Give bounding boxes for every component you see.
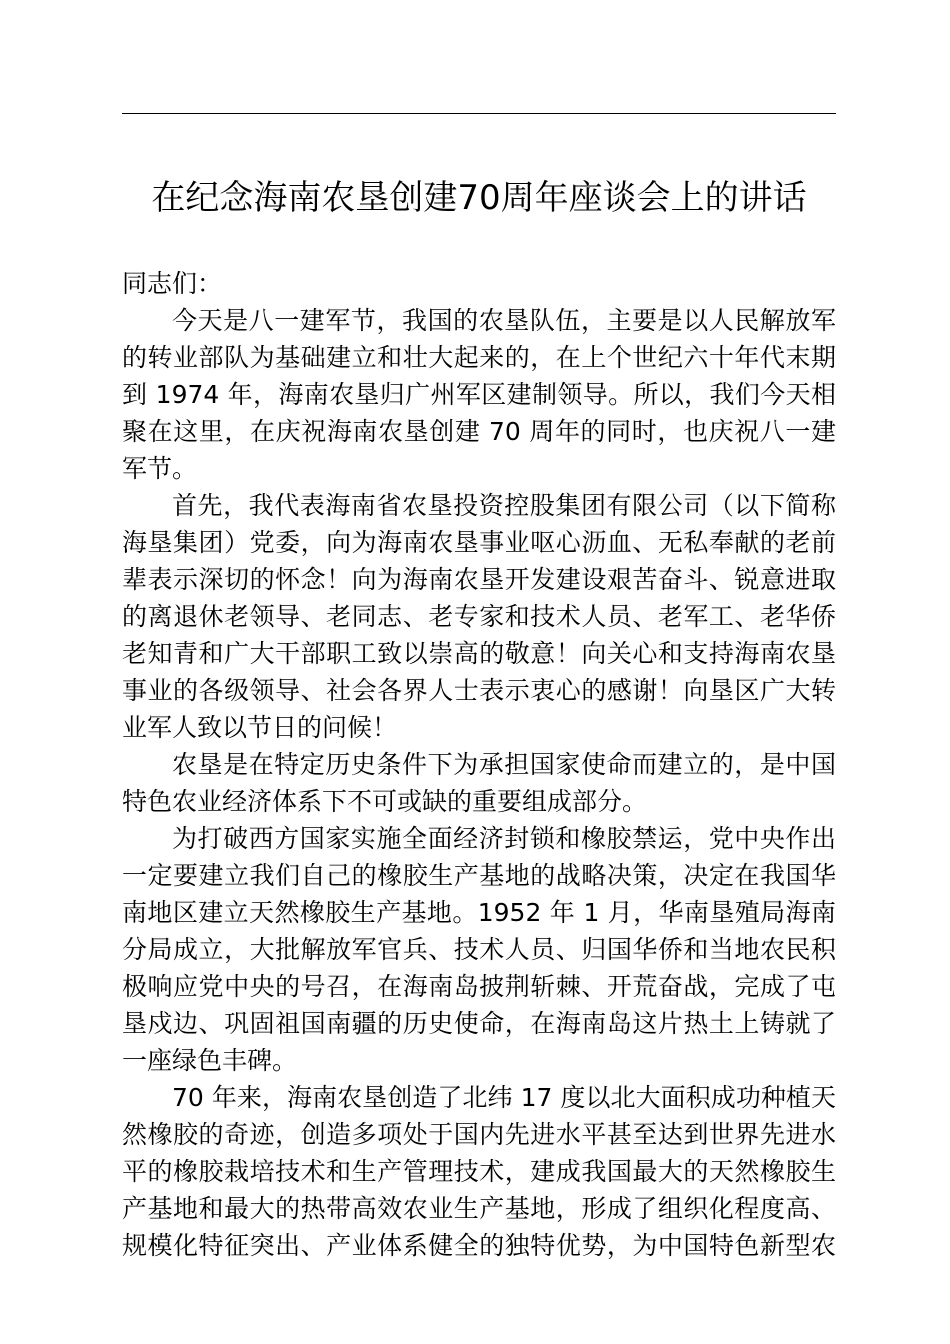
- paragraph-line: 军节。: [122, 454, 198, 483]
- paragraphs-container: [122, 302, 836, 1264]
- paragraph-line: 辈表示深切的怀念！向为海南农垦开发建设艰苦奋斗、锐意进取: [122, 565, 836, 594]
- paragraph-line: 事业的各级领导、社会各界人士表示衷心的感谢！向垦区广大转: [122, 676, 836, 705]
- paragraph-line: 一定要建立我们自己的橡胶生产基地的战略决策，决定在我国华: [122, 861, 836, 890]
- paragraph-line: 规模化特征突出、产业体系健全的独特优势，为中国特色新型农: [122, 1231, 836, 1260]
- paragraph-line: 南地区建立天然橡胶生产基地。1952 年 1 月，华南垦殖局海南: [122, 898, 836, 927]
- paragraph-line: 的转业部队为基础建立和壮大起来的，在上个世纪六十年代末期: [122, 343, 836, 372]
- paragraph-line: 今天是八一建军节，我国的农垦队伍，主要是以人民解放军: [172, 306, 836, 335]
- paragraph-line: 产基地和最大的热带高效农业生产基地，形成了组织化程度高、: [122, 1194, 836, 1223]
- salutation: 同志们：: [122, 269, 223, 298]
- paragraph: [122, 820, 836, 1079]
- paragraph-line: 垦戍边、巩固祖国南疆的历史使命，在海南岛这片热土上铸就了: [122, 1009, 836, 1038]
- paragraph: [122, 487, 836, 746]
- paragraph-line: 农垦是在特定历史条件下为承担国家使命而建立的，是中国: [172, 750, 836, 779]
- paragraph-line: 海垦集团）党委，向为海南农垦事业呕心沥血、无私奉献的老前: [122, 528, 836, 557]
- document-body: [122, 265, 836, 1264]
- paragraph-line: 平的橡胶栽培技术和生产管理技术，建成我国最大的天然橡胶生: [122, 1157, 836, 1186]
- paragraph: [122, 746, 836, 820]
- paragraph: [122, 302, 836, 487]
- header-rule: [122, 113, 836, 114]
- paragraph-line: 到 1974 年，海南农垦归广州军区建制领导。所以，我们今天相: [122, 380, 836, 409]
- paragraph-line: 为打破西方国家实施全面经济封锁和橡胶禁运，党中央作出: [172, 824, 836, 853]
- paragraph-line: 的离退休老领导、老同志、老专家和技术人员、老军工、老华侨: [122, 602, 836, 631]
- paragraph-line: 分局成立，大批解放军官兵、技术人员、归国华侨和当地农民积: [122, 935, 836, 964]
- paragraph-line: 一座绿色丰碑。: [122, 1046, 298, 1075]
- paragraph-line: 特色农业经济体系下不可或缺的重要组成部分。: [122, 787, 648, 816]
- paragraph-line: 首先，我代表海南省农垦投资控股集团有限公司（以下简称: [172, 491, 836, 520]
- paragraph: [122, 1079, 836, 1264]
- paragraph-line: 老知青和广大干部职工致以崇高的敬意！向关心和支持海南农垦: [122, 639, 836, 668]
- paragraph-line: 然橡胶的奇迹，创造多项处于国内先进水平甚至达到世界先进水: [122, 1120, 836, 1149]
- paragraph-line: 业军人致以节日的问候！: [122, 713, 398, 742]
- paragraph-line: 70 年来，海南农垦创造了北纬 17 度以北大面积成功种植天: [172, 1083, 836, 1112]
- document-title: 在纪念海南农垦创建70周年座谈会上的讲话: [151, 178, 807, 218]
- paragraph-line: 聚在这里，在庆祝海南农垦创建 70 周年的同时，也庆祝八一建: [122, 417, 836, 446]
- paragraph-line: 极响应党中央的号召，在海南岛披荆斩棘、开荒奋战，完成了屯: [122, 972, 836, 1001]
